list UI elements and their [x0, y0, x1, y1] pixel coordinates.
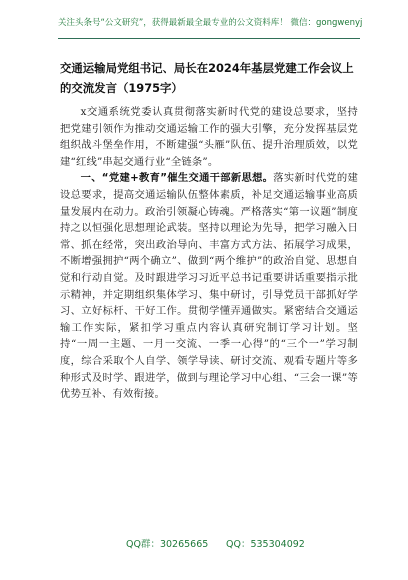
page-header [58, 8, 363, 39]
footer-qq-group: QQ群：30265665 [126, 539, 209, 550]
footer-qq-contact: QQ：535304092 [226, 539, 305, 550]
page-footer [0, 536, 408, 550]
section-1-heading: 一、“党建+教育”催生交通干部新思想。 [80, 172, 274, 185]
intro-paragraph: x交通系统党委认真贯彻落实新时代党的建设总要求，坚持把党建引领作为推动交通运输工作的强大引擎，充分发挥基层党组织战斗堡垒作用，不断建强“头雁”队伍、提升治理质效，以党建“红线”串起交通行业“全链条”。 [60, 106, 358, 168]
document-body [60, 104, 358, 403]
document-title: 交通运输局党组书记、局长在2024年基层党建工作会议上的交流发言（1975字） [60, 61, 354, 95]
section-1-paragraph [60, 170, 358, 402]
header-promo-text: 关注头条号“公文研究”，获得最新最全最专业的公文资料库！ 微信：gongwenyj [58, 18, 363, 28]
section-1-body: 落实新时代党的建设总要求，提高交通运输队伍整体素质，补足交通运输事业高质量发展内在动力。政治引领凝心铸魂。严格落实“第一议题”制度持之以恒强化思想理论武装。坚持以理论为先导，把学习融入日常、抓在经常，突出政治导向、丰富方式方法、拓展学习成果，不断增强拥护“两个确立”、做到“两个维护”的政治自觉、思想自觉和行动自觉。及时跟进学习习近平总书记重要讲话重要指示批示精神，并定期组织集体学习、集中研讨，引导党员干部抓好学习、立好标杆、干好工作。贯彻学懂弄通做实。紧密结合交通运输工作实际，紧扣学习重点内容认真研究制订学习计划。坚持“一周一主题、一月一交流、一季一心得”的“三个一”学习制度，综合采取个人自学、领学导读、研讨交流、观看专题片等多种形式及时学、跟进学，做到与理论学习中心组、“三会一课”等优势互补、有效衔接。 [60, 172, 358, 401]
